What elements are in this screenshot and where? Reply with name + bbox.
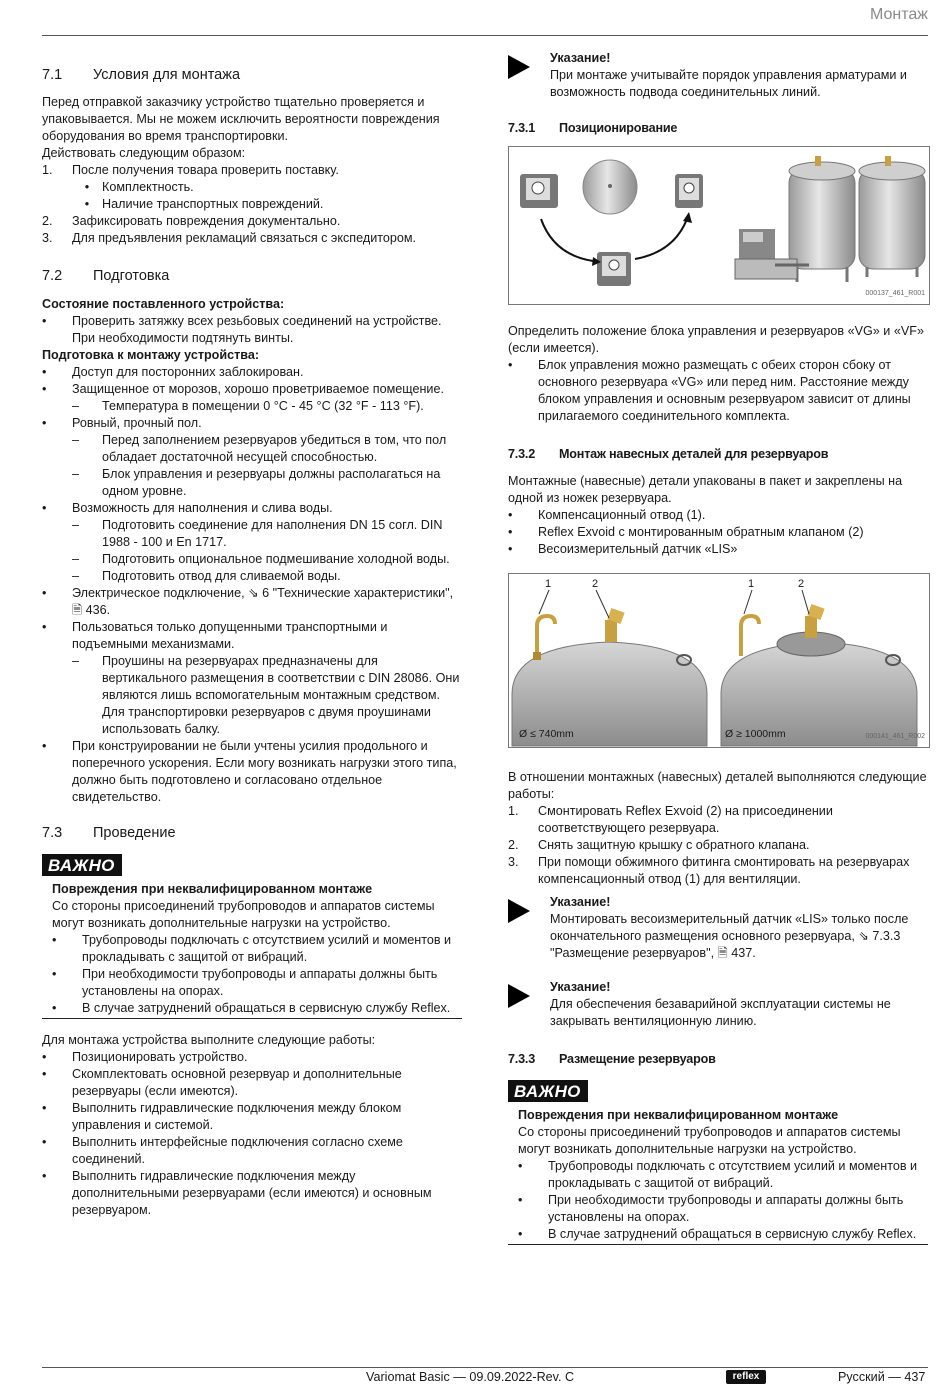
list-item: • При конструировании не были учтены усилия продольного и поперечного ускорения. Если могу возникать нагрузки этого типа, должно быть подготовлено и согласовано отдельное свидетельство. (42, 739, 457, 804)
footer-doc-info: Variomat Basic — 09.09.2022-Rev. C (366, 1370, 575, 1384)
list-item: 3. Для предъявления рекламаций связаться с экспедитором. (42, 231, 417, 245)
figure-positioning (508, 146, 930, 305)
note-title: Указание! (550, 980, 611, 994)
warning-box (42, 854, 462, 1019)
subheading-state: Состояние поставленного устройства: (42, 297, 285, 311)
play-triangle-icon (508, 984, 530, 1008)
callout-1: 1 (545, 578, 552, 590)
warning-text: Со стороны присоединений трубопроводов и аппаратов системы могут возникать дополнительные нагрузки на устройство. (52, 899, 435, 930)
list-subitem: • Наличие транспортных повреждений. (84, 197, 324, 211)
list-item: • В случае затруднений обращаться в сервисную службу Reflex. (518, 1227, 917, 1241)
heading-7-2: 7.2 Подготовка (42, 268, 170, 284)
play-triangle-icon (508, 899, 530, 923)
list-subitem: – Блок управления и резервуары должны располагаться на одном уровне. (72, 467, 441, 498)
list-subitem: – Подготовить опциональное подмешивание холодной воды. (72, 552, 450, 566)
list-item: • Скомплектовать основной резервуар и дополнительные резервуары (если имеются). (42, 1067, 402, 1098)
warning-tag: ВАЖНО (508, 1080, 588, 1102)
callout-2: 2 (592, 578, 599, 590)
list-item: 1. После получения товара проверить поставку. (42, 163, 339, 177)
list-item: • Выполнить интерфейсные подключения согласно схеме соединений. (42, 1135, 403, 1166)
list-subitem: – Перед заполнением резервуаров убедиться в том, что пол обладает достаточной несущей способностью. (72, 433, 447, 464)
figure-id: 000141_461_R002 (865, 733, 925, 740)
list-item: • Защищенное от морозов, хорошо проветриваемое помещение. (42, 382, 444, 396)
footer-divider (42, 1367, 928, 1368)
left-column (42, 60, 462, 1219)
list-item: • Выполнить гидравлические подключения между блоком управления и системой. (42, 1101, 402, 1132)
subheading-prep: Подготовка к монтажу устройства: (42, 348, 260, 362)
header-divider (42, 35, 928, 36)
s71-intro: Перед отправкой заказчику устройство тщательно проверяется и упаковывается. Мы не можем исключить вероятности повреждения оборудования во время транспортировки. (42, 95, 440, 143)
work-lead: Для монтажа устройства выполните следующие работы: (42, 1033, 376, 1047)
note-text[interactable]: Монтировать весоизмерительный датчик «LIS» только после окончательного размещения основного резервуара, ⇘ 7.3.3 "Размещение резервуаров", 🗎 437. (550, 912, 909, 960)
list-item: • Возможность для наполнения и слива воды. (42, 501, 333, 515)
note-box (508, 50, 928, 101)
s732-work-lead: В отношении монтажных (навесных) деталей выполняются следующие работы: (508, 770, 927, 801)
list-subitem: • Комплектность. (84, 180, 194, 194)
cross-reference-link[interactable]: Электрическое подключение, ⇘ 6 "Технические характеристики", 🗎 436. (72, 586, 454, 617)
figure-id: 000137_461_R001 (865, 290, 925, 297)
list-item: 2. Зафиксировать повреждения документально. (42, 214, 341, 228)
heading-7-3-1: 7.3.1 Позиционирование (508, 121, 678, 135)
list-subitem: – Температура в помещении 0 °C - 45 °C (32 °F - 113 °F). (72, 399, 424, 413)
callout-2: 2 (798, 578, 805, 590)
warning-title: Повреждения при неквалифицированном монтаже (52, 882, 373, 896)
heading-7-3: 7.3 Проведение (42, 825, 176, 841)
list-subitem: – Подготовить соединение для наполнения DN 15 согл. DIN 1988 - 100 и En 1717. (72, 518, 443, 549)
note-text: При монтаже учитывайте порядок управления арматурами и возможность подвода соединительных линий. (550, 68, 907, 99)
list-item: • Компенсационный отвод (1). (508, 508, 706, 522)
list-item: • Проверить затяжку всех резьбовых соединений на устройстве. При необходимости подтянуть винты. (42, 314, 442, 345)
list-item: • Выполнить гидравлические подключения между дополнительными резервуарами (если имеются) и основным резервуаром. (42, 1169, 432, 1217)
list-subitem: – Подготовить отвод для сливаемой воды. (72, 569, 341, 583)
list-item: • Блок управления можно размещать с обеих сторон сбоку от основного резервуара «VG» или перед ним. Расстояние между блоком управления и основным резервуаром зависит от длины прилагаемого соединительного комплекта. (508, 358, 911, 423)
list-item: • В случае затруднений обращаться в сервисную службу Reflex. (52, 1001, 451, 1015)
note-text: Для обеспечения безаварийной эксплуатации системы не закрывать вентиляционную линию. (550, 997, 891, 1028)
list-item: • Reflex Exvoid с монтированным обратным клапаном (2) (508, 525, 864, 539)
note-title: Указание! (550, 895, 611, 909)
mounting-parts-illustration (509, 574, 929, 747)
warning-box (508, 1080, 928, 1245)
warning-tag: ВАЖНО (42, 854, 122, 876)
header-section-title: Монтаж (870, 6, 928, 23)
list-item: • Электрическое подключение, ⇘ 6 "Технические характеристики", 🗎 436. (42, 585, 462, 619)
s71-lead: Действовать следующим образом: (42, 146, 246, 160)
s731-text: Определить положение блока управления и резервуаров «VG» и «VF» (если имеется). (508, 324, 924, 355)
list-item: • Доступ для посторонних заблокирован. (42, 365, 304, 379)
positioning-illustration (509, 147, 929, 304)
callout-1: 1 (748, 578, 755, 590)
list-item: • Весоизмерительный датчик «LIS» (508, 542, 738, 556)
list-item: 2. Снять защитную крышку с обратного клапана. (508, 838, 810, 852)
heading-7-3-3: 7.3.3 Размещение резервуаров (508, 1052, 716, 1066)
diameter-label: Ø ≥ 1000mm (725, 728, 786, 740)
diameter-label: Ø ≤ 740mm (519, 728, 574, 740)
list-item: 1. Смонтировать Reflex Exvoid (2) на присоединении соответствующего резервуара. (508, 804, 833, 835)
heading-7-1: 7.1 Условия для монтажа (42, 67, 241, 83)
figure-mounting-parts (508, 573, 930, 748)
brand-logo: reflex (726, 1370, 766, 1384)
footer-page-number: Русский — 437 (838, 1370, 926, 1384)
list-item: • Ровный, прочный пол. (42, 416, 202, 430)
list-item: • Пользоваться только допущенными транспортными и подъемными механизмами. (42, 620, 388, 651)
list-item: • Позиционировать устройство. (42, 1050, 248, 1064)
note-title: Указание! (550, 51, 611, 65)
warning-text: Со стороны присоединений трубопроводов и аппаратов системы могут возникать дополнительные нагрузки на устройство. (518, 1125, 901, 1156)
right-column (508, 50, 928, 1245)
warning-title: Повреждения при неквалифицированном монтаже (518, 1108, 839, 1122)
heading-7-3-2: 7.3.2 Монтаж навесных деталей для резервуаров (508, 447, 829, 461)
note-box (508, 894, 928, 962)
list-item: • При необходимости трубопроводы и аппараты должны быть установлены на опорах. (518, 1193, 904, 1224)
list-item: • Трубопроводы подключать с отсутствием усилий и моментов и прокладывать с защитой от вибраций. (52, 933, 452, 964)
list-item: 3. При помощи обжимного фитинга смонтировать на резервуарах компенсационный отвод (1) для вентиляции. (508, 855, 910, 886)
list-item: • При необходимости трубопроводы и аппараты должны быть установлены на опорах. (52, 967, 438, 998)
list-subitem: – Проушины на резервуарах предназначены для вертикального размещения в соответствии с DIN 28086. Они являются лишь вспомогательным монтажным средством. Для транспортировки резервуаров с двумя проушинами использовать балку. (72, 654, 460, 736)
s732-text: Монтажные (навесные) детали упакованы в пакет и закреплены на одной из ножек резервуара. (508, 474, 903, 505)
list-item: • Трубопроводы подключать с отсутствием усилий и моментов и прокладывать с защитой от вибраций. (518, 1159, 918, 1190)
note-box (508, 979, 928, 1030)
play-triangle-icon (508, 55, 530, 79)
